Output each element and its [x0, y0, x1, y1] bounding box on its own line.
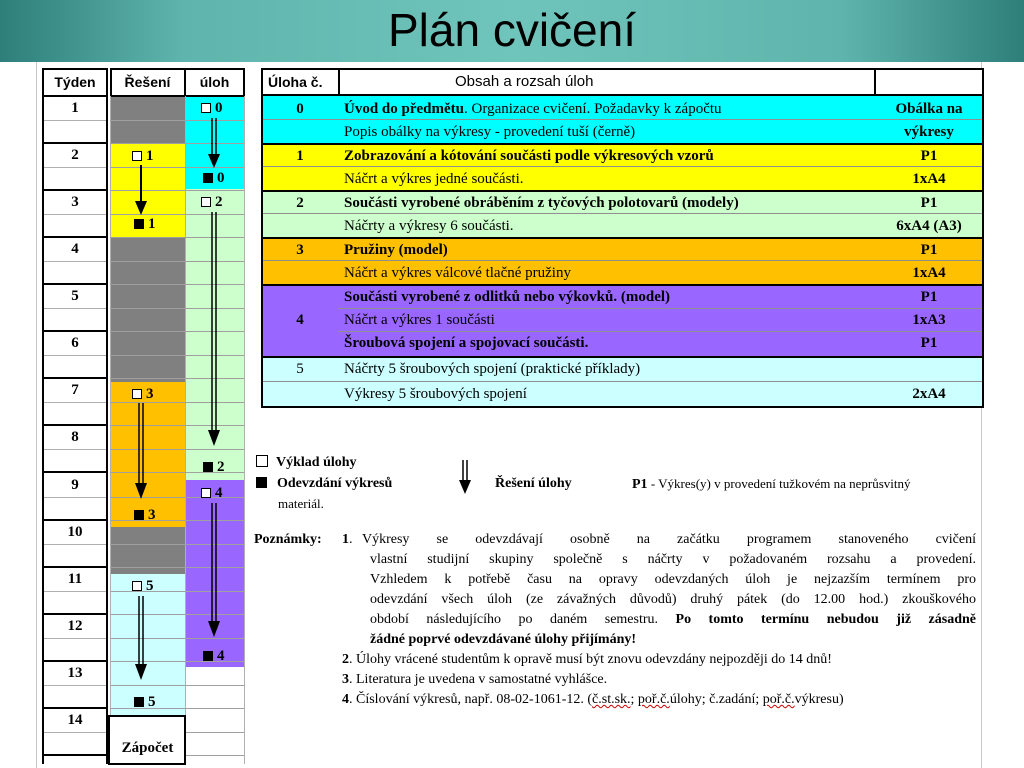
- solution-mark-open-3: 3: [132, 386, 154, 402]
- open-square-icon: [201, 488, 211, 498]
- note-1-line: období následujícího po daném semestru. Po tomto termínu nebudou již zásadně: [370, 612, 977, 627]
- task-line: Popis obálky na výkresy - provedení tuší (černě): [344, 124, 636, 140]
- task-line: Náčrt a výkres jedné součásti.: [344, 171, 524, 187]
- task-line: Náčrty a výkresy 6 součásti.: [344, 218, 514, 234]
- task-output: 1xA3: [912, 312, 946, 328]
- page-title: Plán cvičení: [387, 4, 636, 56]
- task-output: P1: [920, 335, 938, 351]
- task-number: 0: [296, 101, 304, 117]
- week-number: 14: [67, 712, 83, 728]
- header-week: Týden: [54, 74, 96, 90]
- header-content: Obsah a rozsah úloh: [455, 73, 594, 90]
- filled-square-icon: [203, 651, 213, 661]
- task-number: 2: [296, 195, 304, 211]
- open-square-icon: [132, 581, 142, 591]
- open-square-icon: [132, 389, 142, 399]
- solution-mark-open-1: 1: [132, 148, 154, 164]
- legend-arrow-label: Řešení úlohy: [495, 476, 572, 491]
- task-output: 6xA4 (A3): [896, 218, 962, 234]
- legend-open: Výklad úlohy: [256, 455, 357, 471]
- task-output: výkresy: [904, 124, 954, 140]
- notes-label: Poznámky:: [254, 532, 322, 547]
- arrow-down-icon: [132, 403, 150, 501]
- note-2: 2. Úlohy vrácené studentům k opravě musí být znovu odevzdány nejpozději do 14 dnů!: [342, 652, 832, 667]
- note-1-line: odevzdání všech úloh (ze závažných důvodů) druhý pátek (do 12.00 hod.) zkouškového: [370, 592, 976, 607]
- week-number: 12: [67, 618, 83, 634]
- task-output: 1xA4: [912, 171, 946, 187]
- task-mark-filled-4: 4: [203, 648, 225, 664]
- week-number: 5: [71, 288, 79, 304]
- week-number: 7: [71, 382, 79, 398]
- task-output: P1: [920, 148, 938, 164]
- task-mark-filled-2: 2: [203, 459, 225, 475]
- arrow-down-icon: [205, 503, 223, 639]
- task-number: 4: [296, 312, 304, 328]
- filled-square-icon: [134, 510, 144, 520]
- week-number: 2: [71, 147, 79, 163]
- task-output: Obálka na: [895, 101, 963, 117]
- task-line: Zobrazování a kótování součásti podle výkresových vzorů: [344, 148, 714, 164]
- solution-mark-filled-3: 3: [134, 507, 156, 523]
- week-number: 1: [71, 100, 79, 116]
- credit-label: Zápočet: [121, 740, 174, 756]
- week-number: 4: [71, 241, 79, 257]
- task-line: Šroubová spojení a spojovací součásti.: [344, 335, 589, 351]
- task-output: 2xA4: [912, 386, 946, 402]
- filled-square-icon: [256, 477, 267, 488]
- note-1-line: Výkresy se odevzdávají osobně na začátku programem stanoveného cvičení: [362, 532, 976, 547]
- task-output: 1xA4: [912, 265, 946, 281]
- arrow-down-icon: [205, 212, 223, 448]
- open-square-icon: [132, 151, 142, 161]
- arrow-down-icon: [205, 118, 223, 170]
- filled-square-icon: [203, 462, 213, 472]
- legend-p1: P1 - Výkres(y) v provedení tužkovém na neprůsvitný: [632, 476, 911, 492]
- note-1-line: vlastní studijní skupiny společně s náčrty v požadovaném rozsahu a provedení.: [370, 552, 976, 567]
- arrow-down-icon: [132, 596, 150, 682]
- week-number: 11: [67, 571, 83, 587]
- week-number: 6: [71, 335, 79, 351]
- solution-mark-open-5: 5: [132, 578, 154, 594]
- note-1-bold: žádné poprvé odevzdávané úlohy přijímány!: [370, 632, 637, 647]
- task-line: Náčrty 5 šroubových spojení (praktické příklady): [344, 361, 641, 377]
- week-number: 10: [67, 524, 83, 540]
- task-output: P1: [920, 195, 938, 211]
- task-line: Náčrt a výkres válcové tlačné pružiny: [344, 265, 571, 281]
- header-task: úloh: [199, 74, 230, 90]
- task-output: P1: [920, 289, 938, 305]
- arrow-down-icon: [457, 460, 473, 496]
- task-mark-open-2: 2: [201, 194, 223, 210]
- note-1-num: 1.: [342, 532, 353, 547]
- task-output: P1: [920, 242, 938, 258]
- task-line: Náčrt a výkres 1 součásti: [344, 312, 495, 328]
- header-task-no: Úloha č.: [268, 74, 323, 90]
- week-number: 3: [71, 194, 79, 210]
- note-3: 3. Literatura je uvedena v samostatné vyhlášce.: [342, 672, 608, 687]
- task-line: Součásti vyrobené obráběním z tyčových polotovarů (modely): [344, 195, 739, 211]
- task-line: Pružiny (model): [344, 242, 448, 258]
- task-number: 5: [296, 361, 304, 377]
- open-square-icon: [256, 455, 268, 467]
- solution-mark-filled-5: 5: [134, 694, 156, 710]
- header-solution: Řešení: [124, 74, 171, 90]
- week-number: 8: [71, 429, 79, 445]
- legend-filled: Odevzdání výkresů: [256, 476, 392, 492]
- legend-p1-cont: materiál.: [278, 496, 324, 511]
- task-mark-filled-0: 0: [203, 170, 225, 186]
- task-mark-open-0: 0: [201, 100, 223, 116]
- open-square-icon: [201, 197, 211, 207]
- week-number: 13: [67, 665, 83, 681]
- filled-square-icon: [203, 173, 213, 183]
- note-1-line: Vzhledem k potřebě času na opravy odevzdaných úloh je nejzazším termínem pro: [370, 572, 976, 587]
- open-square-icon: [201, 103, 211, 113]
- filled-square-icon: [134, 219, 144, 229]
- filled-square-icon: [134, 697, 144, 707]
- task-mark-open-4: 4: [201, 485, 223, 501]
- note-4: 4. Číslování výkresů, např. 08-02-1061-12. (č.st.sk.; poř.č.úlohy; č.zadání; poř.č.výkresu): [342, 692, 844, 707]
- task-line: Úvod do předmětu. Organizace cvičení. Požadavky k zápočtu: [344, 101, 722, 117]
- task-number: 1: [296, 148, 304, 164]
- arrow-down-icon: [132, 165, 150, 217]
- week-number: 9: [71, 477, 79, 493]
- task-line: Výkresy 5 šroubových spojení: [344, 386, 527, 402]
- solution-mark-filled-1: 1: [134, 216, 156, 232]
- solution-gray-w4-6: [110, 237, 185, 382]
- task-number: 3: [296, 242, 304, 258]
- task-line: Součásti vyrobené z odlitků nebo výkovků. (model): [344, 289, 671, 305]
